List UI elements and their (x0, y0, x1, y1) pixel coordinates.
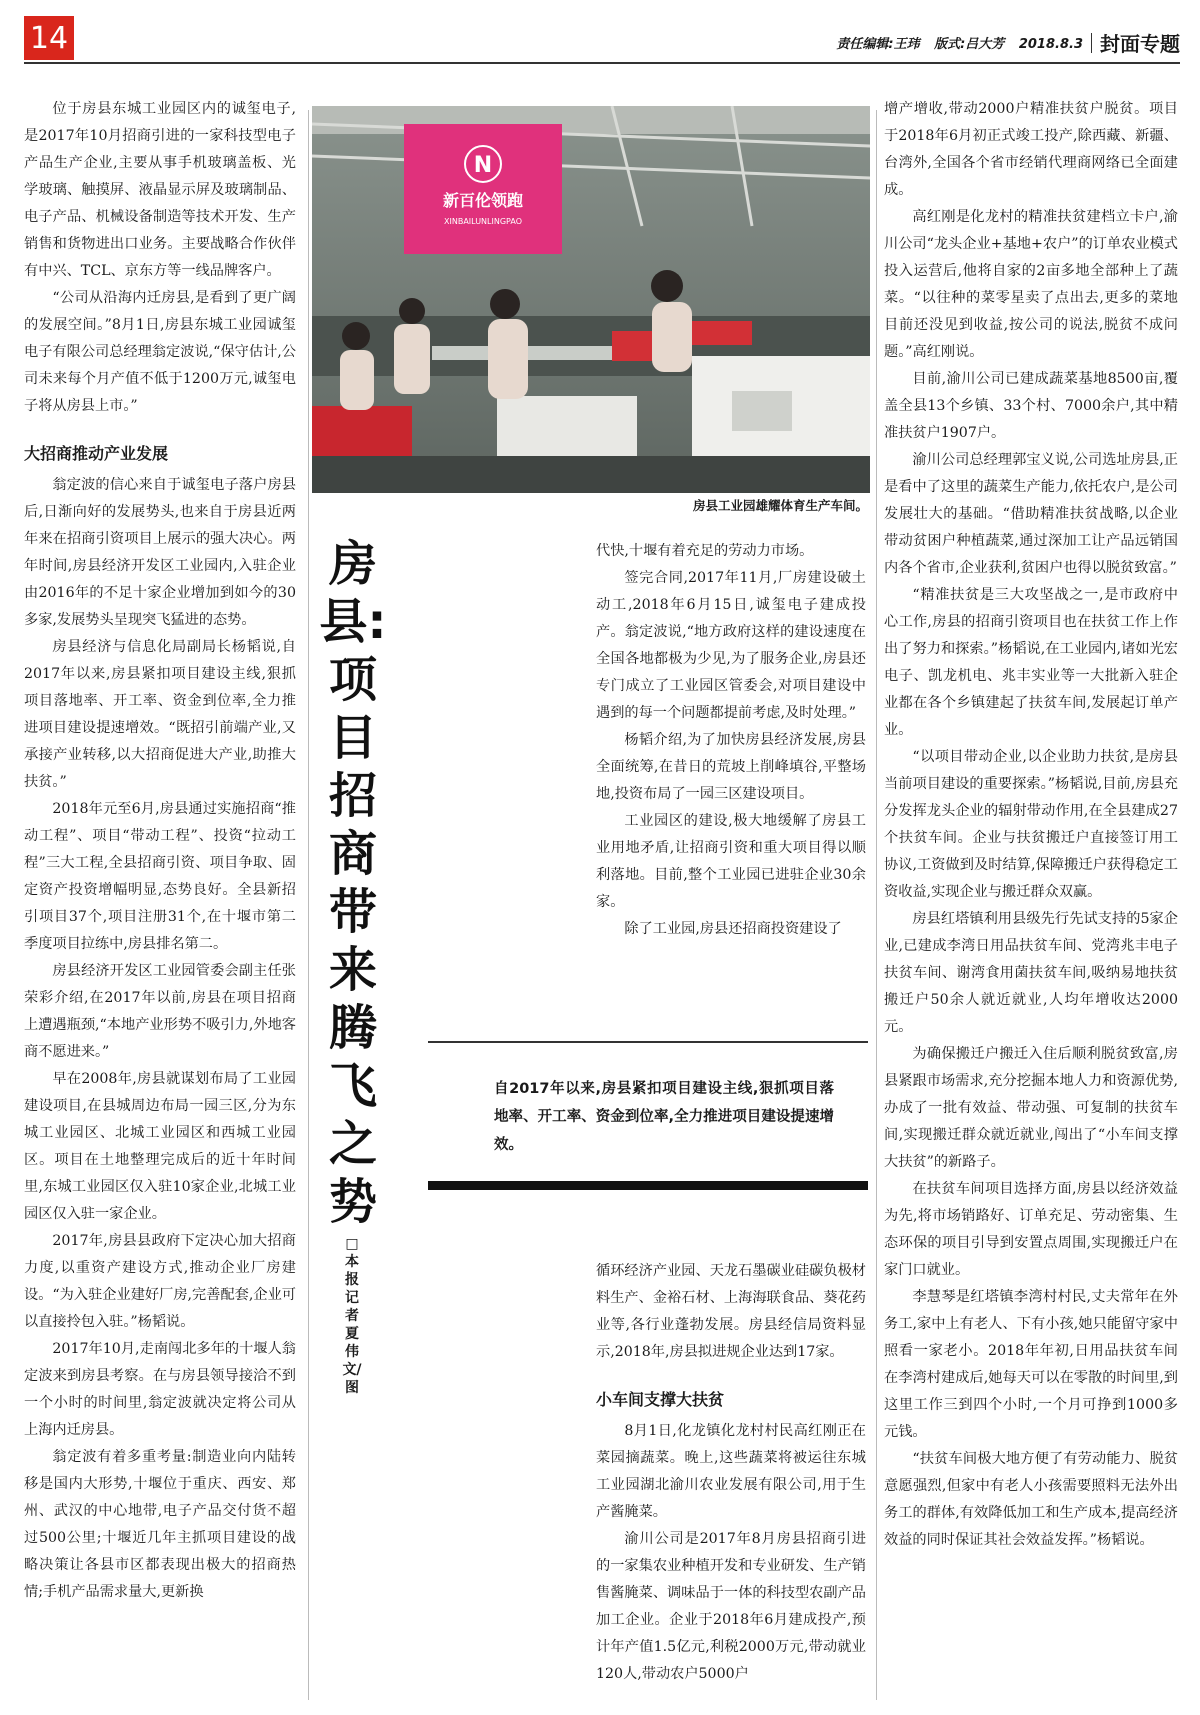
paragraph: 房县经济开发区工业园管委会副主任张荣彩介绍,在2017年以前,房县在项目招商上遭遇瓶颈,“本地产业形势不吸引力,外地客商不愿进来。” (24, 963, 296, 1060)
paragraph: 翁定波有着多重考量:制造业向内陆转移是国内大形势,十堰位于重庆、西安、郑州、武汉的中心地带,电子产品交付货不超过500公里;十堰近几年主抓项目建设的战略决策让各县市区都表现出极大的招商热情;手机产品需求量大,更新换 (24, 1449, 296, 1600)
paragraph: 翁定波的信心来自于诚玺电子落户房县后,日渐向好的发展势头,也来自于房县近两年来在招商引资项目上展示的强大决心。两年时间,房县经济开发区工业园内,入驻企业由2016年的不足十家企业增加到如今的30多家,发展势头呈现突飞猛进的态势。 (24, 477, 296, 628)
banner-sign-pinyin: XINBAILUNLINGPAO (444, 217, 522, 226)
paragraph: “公司从沿海内迁房县,是看到了更广阔的发展空间。”8月1日,房县东城工业园诚玺电子有限公司总经理翁定波说,“保守估计,公司未来每个月产值不低于1200万元,诚玺电子将从房县上市。” (24, 290, 296, 414)
paragraph: 为确保搬迁户搬迁入住后顺利脱贫致富,房县紧跟市场需求,充分挖掘本地人力和资源优势,办成了一批有效益、带动强、可复制的扶贫车间,实现搬迁群众就近就业,闯出了“小车间支撑大扶贫”的新路子。 (884, 1046, 1178, 1170)
paragraph: “精准扶贫是三大攻坚战之一,是市政府中心工作,房县的招商引资项目也在扶贫工作上作出了努力和探索。”杨韬说,在工业园内,诸如光宏电子、凯龙机电、兆丰实业等一大批新入驻企业都在各个乡镇建起了扶贫车间,发展起订单产业。 (884, 587, 1178, 738)
paragraph: 2017年10月,走南闯北多年的十堰人翁定波来到房县考察。在与房县领导接洽不到一个小时的时间里,翁定波就决定将公司从上海内迁房县。 (24, 1341, 296, 1438)
paragraph: 房县红塔镇利用县级先行先试支持的5家企业,已建成李湾日用品扶贫车间、党湾兆丰电子扶贫车间、谢湾食用菌扶贫车间,吸纳易地扶贫搬迁户50余人就近就业,人均年增收达2000元。 (884, 911, 1178, 1035)
paragraph: 渝川公司是2017年8月房县招商引进的一家集农业种植开发和专业研发、生产销售酱腌菜、调味品于一体的科技型农副产品加工企业。企业于2018年6月建成投产,预计年产值1.5亿元,利税2000万元,带动就业120人,带动农户5000户 (596, 1531, 866, 1682)
paragraph: 增产增收,带动2000户精准扶贫户脱贫。项目于2018年6月初正式竣工投产,除西藏、新疆、台湾外,全国各个省市经销代理商网络已全面建成。 (884, 101, 1178, 198)
paragraph: 2018年元至6月,房县通过实施招商“推动工程”、项目“带动工程”、投资“拉动工程”三大工程,全县招商引资、项目争取、固定资产投资增幅明显,态势良好。全县新招引项目37个,项目注册31个,在十堰市第二季度项目拉练中,房县排名第二。 (24, 801, 296, 952)
byline: □本报记者 夏伟 文/图 (342, 1236, 362, 1396)
paragraph: 位于房县东城工业园区内的诚玺电子,是2017年10月招商引进的一家科技型电子产品生产企业,主要从事手机玻璃盖板、光学玻璃、触摸屏、液晶显示屏及玻璃制品、电子产品、机械设备制造等技术开发、生产销售和货物进出口业务。主要战略合作伙伴有中兴、TCL、京东方等一线品牌客户。 (24, 101, 296, 279)
paragraph: 目前,渝川公司已建成蔬菜基地8500亩,覆盖全县13个乡镇、33个村、7000余户,其中精准扶贫户1907户。 (884, 371, 1178, 441)
column-divider (308, 110, 309, 1700)
pull-quote: 自2017年以来,房县紧扣项目建设主线,狠抓项目落地率、开工率、资金到位率,全力推进项目建设提速增效。 (494, 1081, 834, 1153)
paragraph: 李慧琴是红塔镇李湾村村民,丈夫常年在外务工,家中上有老人、下有小孩,她只能留守家中照看一家老小。2018年年初,日用品扶贫车间在李湾村建成后,她每天可以在零散的时间里,到这里工作三到四个小时,一个月可挣到1000多元钱。 (884, 1289, 1178, 1440)
banner-sign: 新百伦领跑 (442, 191, 524, 210)
paragraph: 签完合同,2017年11月,厂房建设破土动工,2018年6月15日,诚玺电子建成投产。翁定波说,“地方政府这样的建设速度在全国各地都极为少见,为了服务企业,房县还专门成立了工业园区管委会,对项目建设中遇到的每一个问题都提前考虑,及时处理。” (596, 570, 866, 721)
paragraph: 高红刚是化龙村的精准扶贫建档立卡户,渝川公司“龙头企业+基地+农户”的订单农业模式投入运营后,他将自家的2亩多地全部种上了蔬菜。“以往种的菜零星卖了点出去,更多的菜地目前还没见到收益,按公司的说法,脱贫不成问题。”高红刚说。 (884, 209, 1178, 360)
paragraph: 代快,十堰有着充足的劳动力市场。 (596, 543, 814, 559)
subheading: 大招商推动产业发展 (24, 444, 169, 463)
photo-caption: 房县工业园雄耀体育生产车间。 (692, 498, 868, 513)
subheading: 小车间支撑大扶贫 (596, 1390, 725, 1409)
top-rule (24, 62, 1180, 64)
issue-date: 2018.8.3 (1018, 37, 1083, 52)
paragraph: “扶贫车间极大地方便了有劳动能力、脱贫意愿强烈,但家中有老人小孩需要照料无法外出务工的群体,有效降低加工和生产成本,提高经济效益的同时保证其社会效益发挥。”杨韬说。 (884, 1451, 1178, 1548)
pull-quote-rule-top (428, 1041, 868, 1043)
header-meta (826, 33, 1083, 52)
paragraph: “以项目带动企业,以企业助力扶贫,是房县当前项目建设的重要探索。”杨韬说,目前,房县充分发挥龙头企业的辐射带动作用,在全县建成27个扶贫车间。企业与扶贫搬迁户直接签订用工协议,工资做到及时结算,保障搬迁户获得稳定工资收益,实现企业与搬迁群众双赢。 (884, 749, 1178, 900)
article-column-3 (596, 538, 866, 938)
paragraph: 房县经济与信息化局副局长杨韬说,自2017年以来,房县紧扣项目建设主线,狠抓项目落地率、开工率、资金到位率,全力推进项目建设提速增效。“既招引前端产业,又承接产业转移,以大招商促进大产业,助推大扶贫。” (24, 639, 296, 790)
article-column-3-lower (596, 1258, 866, 1698)
page-number: 14 (24, 16, 74, 60)
svg-text:N: N (473, 153, 493, 178)
paragraph: 8月1日,化龙镇化龙村村民高红刚正在菜园摘蔬菜。晚上,这些蔬菜将被运往东城工业园湖北渝川农业发展有限公司,用于生产酱腌菜。 (596, 1423, 866, 1520)
editor-credit: 责任编辑:王玮 (836, 37, 920, 52)
page-header (826, 28, 1180, 57)
pull-quote-rule-bottom (428, 1181, 868, 1190)
layout-credit: 版式:吕大芳 (934, 37, 1005, 52)
paragraph: 杨韬介绍,为了加快房县经济发展,房县全面统筹,在昔日的荒坡上削峰填谷,平整场地,投资布局了一园三区建设项目。 (596, 732, 866, 802)
article-column-4 (884, 96, 1178, 1696)
article-headline: 房县:项目招商带来腾飞之势 (319, 536, 387, 1230)
paragraph: 2017年,房县县政府下定决心加大招商力度,以重资产建设方式,推动企业厂房建设。“为入驻企业建好厂房,完善配套,企业可以直接拎包入驻。”杨韬说。 (24, 1233, 296, 1330)
paragraph: 早在2008年,房县就谋划布局了工业园建设项目,在县城周边布局一园三区,分为东城工业园区、北城工业园区和西城工业园区。项目在土地整理完成后的近十年时间里,东城工业园区仅入驻10家企业,北城工业园区仅入驻一家企业。 (24, 1071, 296, 1222)
paragraph: 渝川公司总经理郭宝义说,公司选址房县,正是看中了这里的蔬菜生产能力,依托农户,是公司发展壮大的基础。“借助精准扶贫战略,以企业带动贫困户种植蔬菜,通过深加工让产品远销国内各个省市,企业获利,贫困户也得以脱贫致富。” (884, 452, 1178, 576)
paragraph: 在扶贫车间项目选择方面,房县以经济效益为先,将市场销路好、订单充足、劳动密集、生态环保的项目引导到安置点周围,实现搬迁户在家门口就业。 (884, 1181, 1178, 1278)
factory-photo (312, 106, 870, 493)
paragraph: 工业园区的建设,极大地缓解了房县工业用地矛盾,让招商引资和重大项目得以顺利落地。目前,整个工业园已进驻企业30余家。 (596, 813, 866, 910)
paragraph: 循环经济产业园、天龙石墨碳业硅碳负极材料生产、金裕石材、上海海联食品、葵花药业等,各行业蓬勃发展。房县经信局资料显示,2018年,房县拟进规企业达到17家。 (596, 1263, 866, 1360)
section-title: 封面专题 (1100, 32, 1180, 56)
paragraph: 除了工业园,房县还招商投资建设了 (624, 921, 842, 937)
article-column-1 (24, 96, 296, 1696)
header-divider (1091, 33, 1092, 53)
column-divider (876, 110, 877, 1700)
